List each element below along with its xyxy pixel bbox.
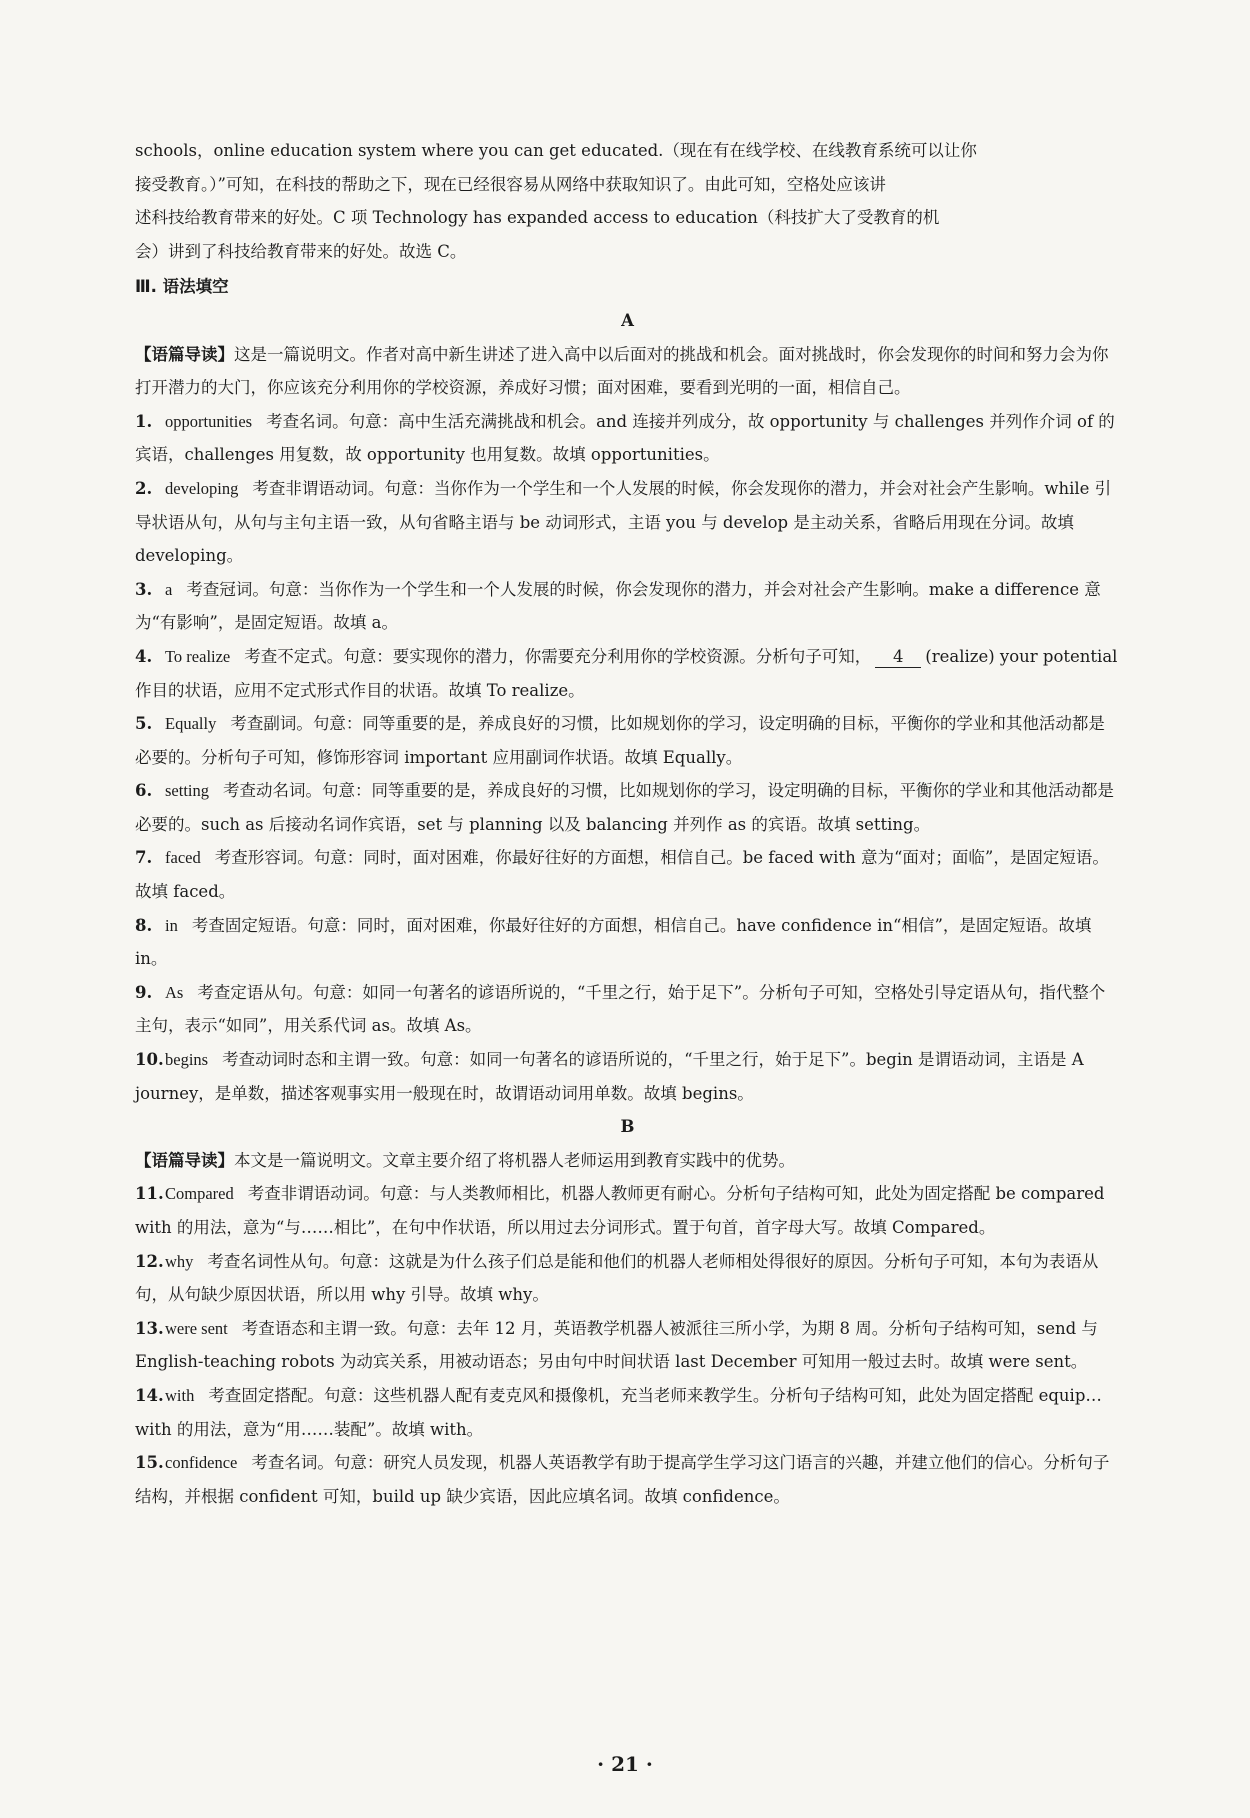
item-explanation: 考查名词性从句。句意：这就是为什么孩子们总是能和他们的机器人老师相处得很好的原因。分析句子可知，本句为表语从句，从句缺少原因状语，所以用 why 引导。故填 why。	[135, 1251, 1099, 1305]
item-explanation: 考查动名词。句意：同等重要的是，养成良好的习惯，比如规划你的学习，设定明确的目标，平衡你的学业和其他活动都是必要的。such as 后接动名词作宾语，set 与 planning 以及 balancing 并列作 as 的宾语。故填 setting。	[135, 781, 1114, 834]
item-explanation: 考查固定短语。句意：同时，面对困难，你最好往好的方面想，相信自己。have confidence in“相信”，是固定短语。故填 in。	[135, 915, 1092, 969]
item-answer: opportunities	[165, 411, 253, 431]
guide-text: 本文是一篇说明文。文章主要介绍了将机器人老师运用到教育实践中的优势。	[234, 1150, 795, 1170]
part-a-items	[135, 405, 1120, 1110]
answer-item	[135, 909, 1120, 976]
item-answer: Compared	[165, 1184, 234, 1204]
item-answer: To realize	[165, 646, 231, 666]
answer-item	[135, 1379, 1120, 1446]
item-answer: Equally	[165, 714, 217, 734]
item-explanation: 考查动词时态和主谓一致。句意：如同一句著名的谚语所说的，“千里之行，始于足下”。begin 是谓语动词，主语是 A journey，是单数，描述客观事实用一般现在时，故谓语动词用单数。故填 begins。	[135, 1050, 1084, 1103]
item-answer: developing	[165, 478, 239, 498]
item-number: 1.	[135, 411, 153, 431]
answer-item	[135, 573, 1120, 640]
answer-item	[135, 1245, 1120, 1312]
item-number: 12.	[135, 1251, 164, 1271]
intro-line: 会）讲到了科技给教育带来的好处。故选 C。	[135, 241, 467, 261]
answer-item	[135, 472, 1120, 573]
item-number: 9.	[135, 982, 153, 1002]
item-explanation: 考查固定搭配。句意：这些机器人配有麦克风和摄像机，充当老师来教学生。分析句子结构可知，此处为固定搭配 equip… with 的用法，意为“用……装配”。故填 with。	[135, 1385, 1102, 1439]
item-number: 13.	[135, 1318, 164, 1338]
item-explanation: 考查定语从句。句意：如同一句著名的谚语所说的，“千里之行，始于足下”。分析句子可知，空格处引导定语从句，指代整个主句，表示“如同”，用关系代词 as。故填 As。	[135, 982, 1106, 1036]
answer-item	[135, 774, 1120, 841]
item-explanation: 考查非谓语动词。句意：与人类教师相比，机器人教师更有耐心。分析句子结构可知，此处为固定搭配 be compared with 的用法，意为“与……相比”，在句中作状语，所以用过去分词形式。置于句首，首字母大写。故填 Compared。	[135, 1184, 1105, 1237]
answer-item	[135, 1312, 1120, 1379]
item-answer: why	[165, 1251, 194, 1271]
answer-item	[135, 1177, 1120, 1244]
item-number: 3.	[135, 579, 153, 599]
item-number: 5.	[135, 714, 153, 734]
intro-line: schools，online education system where you can get educated.（现在有在线学校、在线教育系统可以让你	[135, 141, 977, 160]
item-number: 4.	[135, 646, 153, 666]
item-explanation: 考查非谓语动词。句意：当你作为一个学生和一个人发展的时候，你会发现你的潜力，并会对社会产生影响。while 引导状语从句，从句与主句主语一致，从句省略主语与 be 动词形式，主语 you 与 develop 是主动关系，省略后用现在分词。故填 developing。	[135, 478, 1112, 566]
intro-paragraph	[135, 134, 1120, 268]
item-answer: in	[165, 915, 178, 935]
page-number: · 21 ·	[597, 1752, 653, 1776]
item-answer: As	[165, 982, 184, 1002]
answer-item	[135, 841, 1120, 908]
guide-label: 【语篇导读】	[135, 344, 234, 364]
item-number: 15.	[135, 1453, 164, 1473]
item-explanation: 考查名词。句意：研究人员发现，机器人英语教学有助于提高学生学习这门语言的兴趣，并建立他们的信心。分析句子结构，并根据 confident 可知，build up 缺少宾语，因此应填名词。故填 confidence。	[135, 1453, 1110, 1506]
item-explanation: 考查名词。句意：高中生活充满挑战和机会。and 连接并列成分，故 opportunity 与 challenges 并列作介词 of 的宾语，challenges 用复数，故 opportunity 也用复数。故填 opportunities。	[135, 411, 1115, 465]
item-answer: a	[165, 579, 173, 599]
item-number: 2.	[135, 478, 153, 498]
item-number: 6.	[135, 781, 153, 801]
fill-blank: 4	[875, 647, 921, 668]
intro-line: 述科技给教育带来的好处。C 项 Technology has expanded access to education（科技扩大了受教育的机	[135, 208, 940, 228]
page-content	[135, 134, 1120, 1513]
item-explanation: 考查语态和主谓一致。句意：去年 12 月，英语教学机器人被派往三所小学，为期 8 周。分析句子结构可知，send 与 English-teaching robots 为动宾关系，用被动语态；另由句中时间状语 last December 可知用一般过去时。故填 were sent。	[135, 1318, 1098, 1372]
item-explanation: 考查形容词。句意：同时，面对困难，你最好往好的方面想，相信自己。be faced with 意为“面对；面临”，是固定短语。故填 faced。	[135, 848, 1109, 902]
answer-item	[135, 1446, 1120, 1513]
item-number: 11.	[135, 1184, 164, 1204]
item-answer: begins	[165, 1050, 209, 1070]
item-answer: faced	[165, 848, 201, 868]
item-answer: with	[165, 1385, 195, 1405]
item-explanation-cont: (realize) your potential 作目的状语，应用不定式形式作目的状语。故填 To realize。	[135, 646, 1118, 700]
part-b-items	[135, 1177, 1120, 1513]
item-answer: setting	[165, 781, 209, 801]
item-answer: confidence	[165, 1453, 238, 1473]
item-number: 8.	[135, 915, 153, 935]
item-number: 14.	[135, 1385, 164, 1405]
item-explanation: 考查副词。句意：同等重要的是，养成良好的习惯，比如规划你的学习，设定明确的目标，平衡你的学业和其他活动都是必要的。分析句子可知，修饰形容词 important 应用副词作状语。故填 Equally。	[135, 714, 1105, 767]
section-title: Ⅲ. 语法填空	[135, 277, 229, 297]
part-a-label: A	[621, 310, 634, 330]
item-number: 10.	[135, 1050, 164, 1070]
guide-text: 这是一篇说明文。作者对高中新生讲述了进入高中以后面对的挑战和机会。面对挑战时，你会发现你的时间和努力会为你打开潜力的大门，你应该充分利用你的学校资源，养成好习惯；面对困难，要看到光明的一面，相信自己。	[135, 344, 1109, 398]
intro-line: 接受教育。）”可知，在科技的帮助之下，现在已经很容易从网络中获取知识了。由此可知，空格处应该讲	[135, 174, 886, 194]
part-a-guide	[135, 338, 1120, 405]
part-b-guide	[135, 1144, 1120, 1178]
answer-item	[135, 1043, 1120, 1110]
answer-item	[135, 707, 1120, 774]
answer-item	[135, 640, 1120, 707]
item-answer: were sent	[165, 1318, 228, 1338]
item-number: 7.	[135, 848, 153, 868]
answer-item	[135, 976, 1120, 1043]
part-b-label: B	[620, 1117, 635, 1137]
item-explanation: 考查冠词。句意：当你作为一个学生和一个人发展的时候，你会发现你的潜力，并会对社会产生影响。make a difference 意为“有影响”，是固定短语。故填 a。	[135, 579, 1101, 633]
answer-item	[135, 405, 1120, 472]
guide-label: 【语篇导读】	[135, 1150, 234, 1170]
item-explanation: 考查不定式。句意：要实现你的潜力，你需要充分利用你的学校资源。分析句子可知，	[244, 646, 872, 666]
